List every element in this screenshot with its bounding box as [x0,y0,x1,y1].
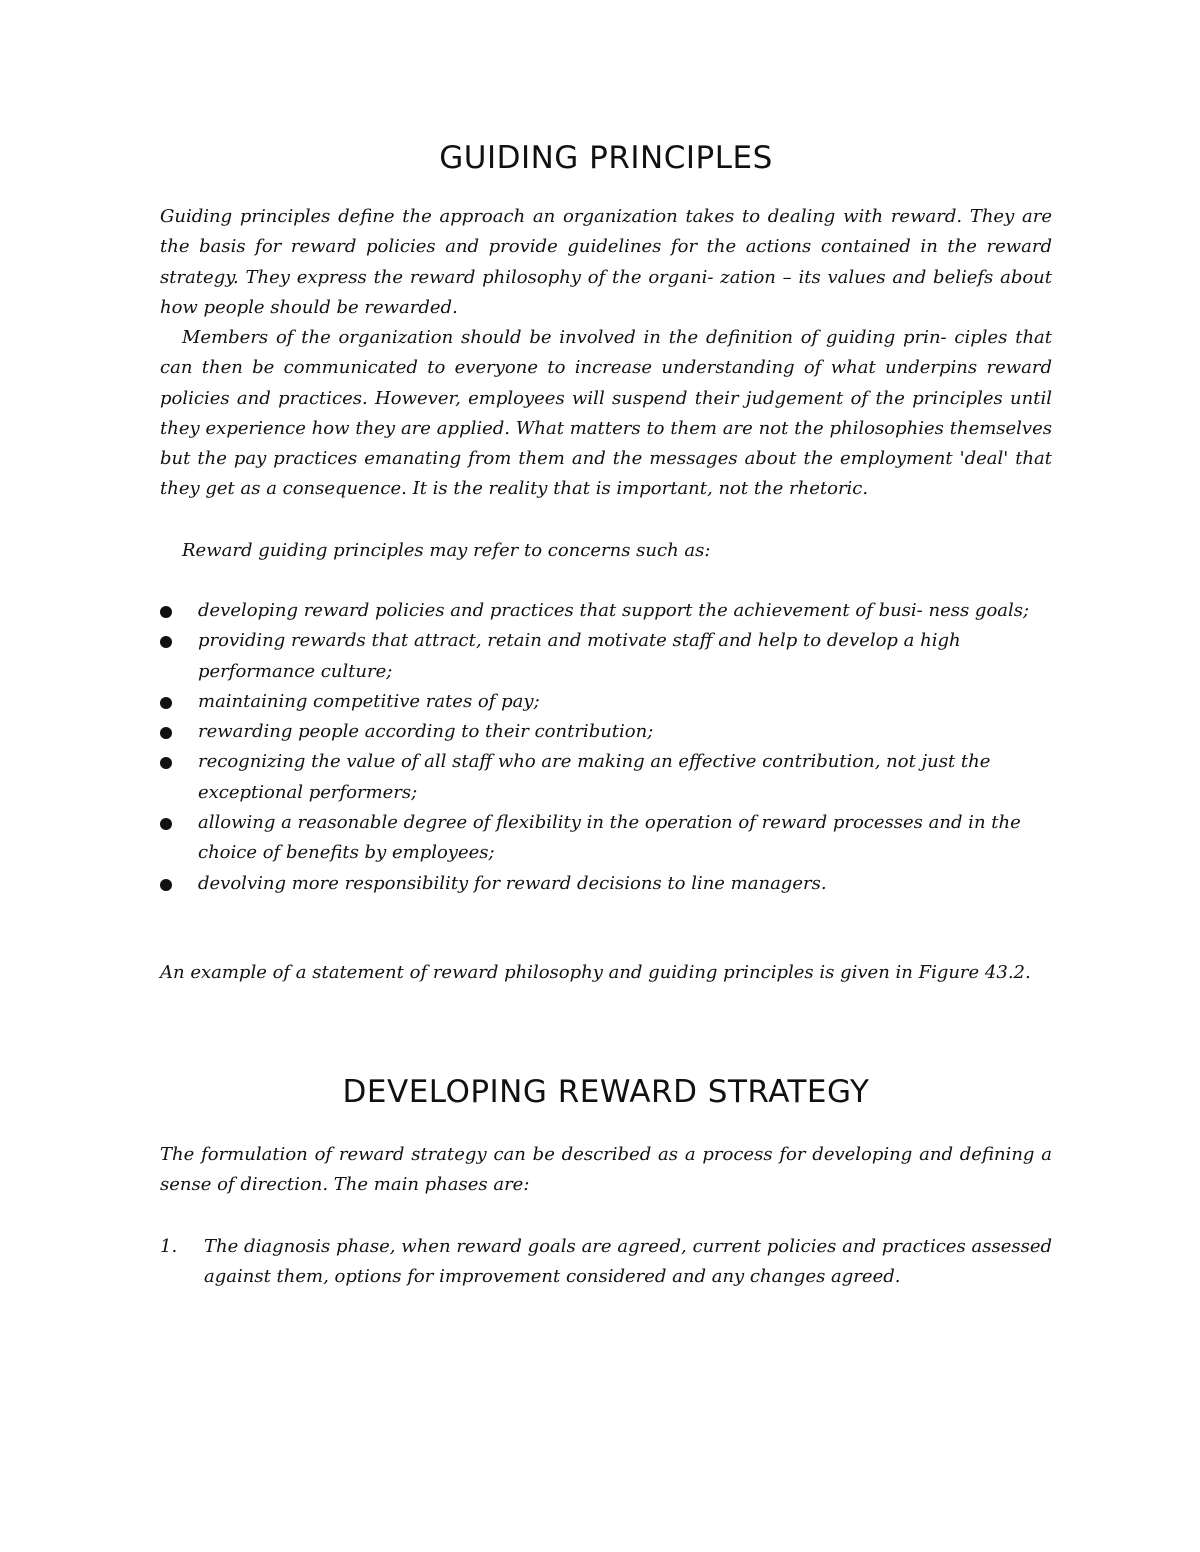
bullet-icon [160,636,172,648]
concerns-bullet-list [160,596,1052,899]
bullet-item [160,596,1052,626]
bullet-text: providing rewards that attract, retain and motivate staff and help to develop a high performance culture; [198,630,961,682]
bullet-icon [160,727,172,739]
bullet-icon [160,606,172,618]
document-page [160,0,1052,1552]
bullet-item [160,747,1052,808]
bullet-icon [160,879,172,891]
paragraph-figure-reference: An example of a statement of reward philosophy and guiding principles is given in Figure 43.2. [160,962,1031,983]
bullet-item [160,717,1052,747]
section-heading-guiding-principles: GUIDING PRINCIPLES [439,140,773,176]
bullet-item [160,687,1052,717]
numbered-item-text: The diagnosis phase, when reward goals are agreed, current policies and practices assessed against them, options for improvement considered and any changes agreed. [204,1236,1052,1288]
paragraph-guiding-principles-concerns: Reward guiding principles may refer to concerns such as: [182,540,711,561]
bullet-item [160,808,1052,869]
bullet-item [160,869,1052,899]
bullet-icon [160,697,172,709]
bullet-text: recognizing the value of all staff who are making an effective contribution, not just the exceptional performers; [198,751,991,803]
bullet-text: developing reward policies and practices that support the achievement of busi- ness goals; [198,600,1030,621]
bullet-icon [160,757,172,769]
numbered-item [160,1232,1052,1293]
bullet-text: rewarding people according to their contribution; [198,721,654,743]
bullet-text: maintaining competitive rates of pay; [198,690,540,712]
paragraph-reward-strategy-intro: The formulation of reward strategy can be described as a process for developing and defining a sense of direction. The main phases are: [160,1144,1052,1196]
bullet-text: devolving more responsibility for reward decisions to line managers. [198,872,827,894]
bullet-icon [160,818,172,830]
phases-numbered-list [160,1232,1052,1293]
section-heading-developing-reward-strategy: DEVELOPING REWARD STRATEGY [342,1074,870,1110]
paragraph-guiding-principles-members: Members of the organization should be involved in the definition of guiding prin- ciples that can then be communicated to everyone to increase understanding of what underpins reward policies and practices. However, employees will suspend their judgement of the principles until they experience how they are applied. What matters to them are not the philosophies themselves but the pay practices emanating from them and the messages about the employment 'deal' that they get as a consequence. It is the reality that is important, not the rhetoric. [160,327,1052,500]
list-number: 1. [160,1236,178,1257]
paragraph-guiding-principles-intro: Guiding principles define the approach an organization takes to dealing with reward. They are the basis for reward policies and provide guidelines for the actions contained in the reward strategy. They express the reward philosophy of the organi- zation – its values and beliefs about how people should be rewarded. [160,206,1052,318]
bullet-item [160,626,1052,687]
bullet-text: allowing a reasonable degree of flexibility in the operation of reward processes and in the choice of benefits by employees; [198,812,1021,864]
